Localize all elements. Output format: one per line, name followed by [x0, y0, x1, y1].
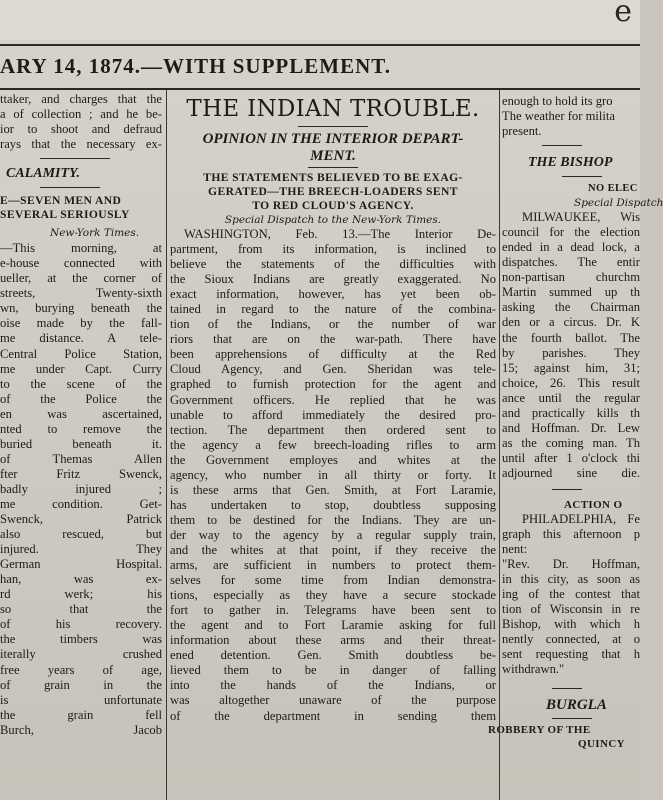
- text-line: sent requesting that h: [502, 647, 640, 662]
- right-column-deck: NO ELEC: [588, 183, 638, 195]
- text-line: tection. The department then ordered sent to: [170, 422, 496, 437]
- text-line: also rescued, but: [0, 527, 162, 542]
- text-line: ing of the contest that: [502, 587, 640, 602]
- deck-line: E—SEVEN MEN AND: [0, 194, 122, 208]
- text-line: agency, who number in all thirty or forty. It: [170, 467, 496, 482]
- masthead-rule: [0, 44, 640, 46]
- text-line: non-partisan churchm: [502, 270, 640, 285]
- text-line: rd werk; his: [0, 587, 162, 602]
- text-line: of his recovery.: [0, 617, 162, 632]
- center-column-article: [170, 90, 496, 800]
- text-line: ueller, at the corner of: [0, 271, 162, 286]
- text-line: graphed to furnish protection for the agent and: [170, 377, 496, 392]
- text-line: —This morning, at: [0, 241, 162, 256]
- text-line: as the coming man. Th: [502, 435, 640, 450]
- dateline: ARY 14, 1874.—WITH SUPPLEMENT.: [0, 54, 391, 78]
- left-column-heading-rule: [40, 187, 100, 188]
- text-line: information about these arms and their threat-: [170, 633, 496, 648]
- left-column-body: [0, 241, 162, 738]
- headline-rule: [298, 126, 368, 127]
- text-line: withdrawn.": [502, 662, 565, 677]
- text-line: Government officers. He replied that he was: [170, 392, 496, 407]
- text-line: present.: [502, 124, 542, 139]
- text-line: enough to hold its gro: [502, 94, 613, 108]
- text-line: of the Police the: [0, 391, 162, 406]
- text-line: Bishop, with which h: [502, 617, 640, 632]
- text-line: exact information, however, has yet been ob-: [170, 287, 496, 302]
- text-line: Martin summed up th: [502, 285, 640, 300]
- column-rule-left: [166, 90, 167, 800]
- text-line: 15; against him, 31;: [502, 360, 640, 375]
- text-line: selves for some time from Indian demonstra-: [170, 573, 496, 588]
- text-line: "Rev. Dr. Hoffman,: [502, 557, 640, 572]
- deck-line: SEVERAL SERIOUSLY: [0, 208, 130, 222]
- left-column-top-lines: [0, 90, 162, 152]
- subhead-line: MENT.: [310, 148, 356, 164]
- text-line: German Hospital.: [0, 557, 162, 572]
- right-column-deck-3b: QUINCY: [578, 737, 626, 750]
- right-column-heading: THE BISHOP: [528, 155, 613, 171]
- text-line: streets, Twenty-sixth: [0, 286, 162, 301]
- text-line: and practically kills th: [502, 405, 640, 420]
- text-line: Cloud Agency, and Gen. Sheridan was tele-: [170, 362, 496, 377]
- masthead-fragment: e: [614, 0, 632, 29]
- text-line: is these arms that Gen. Smith, at Fort Laramie,: [170, 482, 496, 497]
- text-line: tained in regard to the nature of the combina-: [170, 302, 496, 317]
- right-column-body-2: [502, 512, 640, 678]
- text-line: until after 1 o'clock thi: [502, 450, 640, 465]
- text-line: choice, 26. This result: [502, 375, 640, 390]
- text-line: asking the Chairman: [502, 300, 640, 315]
- text-line: ended in a dead lock, a: [502, 240, 640, 255]
- text-line: free years of age,: [0, 662, 162, 677]
- text-line: badly injured ;: [0, 481, 162, 496]
- text-line: partment, from its information, is inclined to: [170, 242, 496, 257]
- text-line: nently connected, at o: [502, 632, 640, 647]
- text-line: believe the statements of the difficulties with: [170, 257, 496, 272]
- left-column: [0, 90, 162, 800]
- text-line: in this city, as soon as: [502, 572, 640, 587]
- text-line: the fourth ballot. The: [502, 330, 640, 345]
- article-headline: THE INDIAN TROUBLE.: [186, 96, 480, 122]
- left-column-heading: CALAMITY.: [6, 166, 81, 182]
- text-line: buried beneath it.: [0, 436, 162, 451]
- text-line: and Hoffman. Dr. Lew: [502, 420, 640, 435]
- text-line: wn, burying beneath the: [0, 301, 162, 316]
- text-line: den or a circus. Dr. K: [502, 315, 640, 330]
- text-line: ior to shoot and defraud: [0, 122, 162, 137]
- text-line: them to be destined for the Indians. They are un-: [170, 512, 496, 527]
- article-special-dispatch: Special Dispatch to the New-York Times.: [224, 214, 442, 226]
- article-subhead: [170, 131, 496, 165]
- text-line: nted to remove the: [0, 421, 162, 436]
- right-column-heading-rule: [562, 176, 602, 177]
- right-column-divider-3: [552, 688, 582, 689]
- right-column-heading-3-rule: [552, 718, 592, 719]
- text-line: riors that are on the war-path. There have: [170, 332, 496, 347]
- text-line: fort to gather in. Telegrams have been sent to: [170, 603, 496, 618]
- text-line: oise made by the fall-: [0, 316, 162, 331]
- article-deck: [170, 171, 496, 213]
- text-line: into the hands of the Indians, or: [170, 678, 496, 693]
- text-line: the agent and to Fort Laramie asking for full: [170, 618, 496, 633]
- text-line: and the whites at that point, if they receive the: [170, 542, 496, 557]
- text-line: to the scene of the: [0, 376, 162, 391]
- text-line: iterally crushed: [0, 647, 162, 662]
- column-rule-right: [499, 90, 500, 800]
- text-line: of Themas Allen: [0, 451, 162, 466]
- right-column-divider-2: [552, 489, 582, 490]
- text-line: graph this afternoon p: [502, 527, 640, 542]
- right-column: [488, 90, 663, 800]
- text-line: is unfortunate: [0, 692, 162, 707]
- deck-line: THE STATEMENTS BELIEVED TO BE EXAG-: [203, 171, 463, 184]
- masthead-area: [0, 0, 640, 40]
- text-line: nent:: [502, 542, 528, 557]
- text-line: ttaker, and charges that the: [0, 92, 162, 106]
- text-line: PHILADELPHIA, Fe: [522, 511, 640, 526]
- text-line: the timbers was: [0, 632, 162, 647]
- text-line: the Government employes and whites at the: [170, 452, 496, 467]
- text-line: the agency a few breech-loading rifles to arm: [170, 437, 496, 452]
- text-line: the Sioux Indians are greatly exaggerated. No: [170, 272, 496, 287]
- text-line: by parishes. They: [502, 345, 640, 360]
- text-line: council for the election: [502, 225, 640, 240]
- text-line: injured. They: [0, 542, 162, 557]
- text-line: the grain fell: [0, 707, 162, 722]
- article-body: [170, 227, 496, 724]
- text-line: Central Police Station,: [0, 346, 162, 361]
- text-line: rays that the necessary ex-: [0, 137, 162, 152]
- text-line: e-house connected with: [0, 256, 162, 271]
- deck-line: TO RED CLOUD'S AGENCY.: [252, 199, 414, 212]
- left-column-special: New-York Times.: [50, 227, 140, 240]
- text-line: lieved them to be in danger of falling: [170, 663, 496, 678]
- text-line: me distance. A tele-: [0, 331, 162, 346]
- text-line: ened detention. Gen. Smith doubtless be-: [170, 648, 496, 663]
- right-column-deck-3: ROBBERY OF THE: [488, 723, 591, 736]
- text-line: a of collection ; and he be-: [0, 107, 162, 122]
- text-line: tion of Wisconsin in re: [502, 602, 640, 617]
- left-column-divider: [40, 158, 110, 159]
- right-column-special: Special Dispatch: [574, 197, 663, 210]
- text-line: arms, are sufficient in numbers to protect them-: [170, 558, 496, 573]
- right-column-divider: [542, 145, 582, 146]
- text-line: me condition. Get-: [0, 496, 162, 511]
- text-line: The weather for milita: [502, 109, 615, 124]
- text-line: so that the: [0, 602, 162, 617]
- text-line: of grain in the: [0, 677, 162, 692]
- text-line: Swenck, Patrick: [0, 512, 162, 527]
- text-line: me under Capt. Curry: [0, 361, 162, 376]
- text-line: Burch, Jacob: [0, 722, 162, 737]
- text-line: unable to afford immediately the desired pro-: [170, 407, 496, 422]
- subhead-rule: [308, 167, 358, 168]
- text-line: dispatches. The entir: [502, 255, 640, 270]
- text-line: tion of the Indians, or the number of war: [170, 317, 496, 332]
- text-line: en was ascertained,: [0, 406, 162, 421]
- text-line: WASHINGTON, Feb. 13.—The Interior De-: [184, 227, 496, 241]
- text-line: fter Fritz Swenck,: [0, 466, 162, 481]
- text-line: has undertaken to stop, doubtless supposing: [170, 497, 496, 512]
- text-line: of the department in sending them: [170, 708, 496, 723]
- text-line: was altogether unaware of the purpose: [170, 693, 496, 708]
- right-column-top-lines: [502, 90, 640, 139]
- text-line: tions, especially as they have a secure stockade: [170, 588, 496, 603]
- text-line: han, was ex-: [0, 572, 162, 587]
- deck-line: GERATED—THE BREECH-LOADERS SENT: [208, 185, 458, 198]
- right-column-heading-3: BURGLA: [546, 696, 607, 713]
- right-column-heading-2: ACTION O: [564, 498, 623, 511]
- right-column-body-1: [502, 210, 640, 481]
- text-line: adjourned sine die.: [502, 465, 640, 480]
- text-line: der way to the agency by a regular supply train,: [170, 527, 496, 542]
- text-line: been apprehensions of difficulty at the Red: [170, 347, 496, 362]
- text-line: MILWAUKEE, Wis: [522, 210, 640, 225]
- subhead-line: OPINION IN THE INTERIOR DEPART-: [202, 131, 464, 147]
- left-column-deck: [0, 194, 162, 222]
- text-line: ance until the regular: [502, 390, 640, 405]
